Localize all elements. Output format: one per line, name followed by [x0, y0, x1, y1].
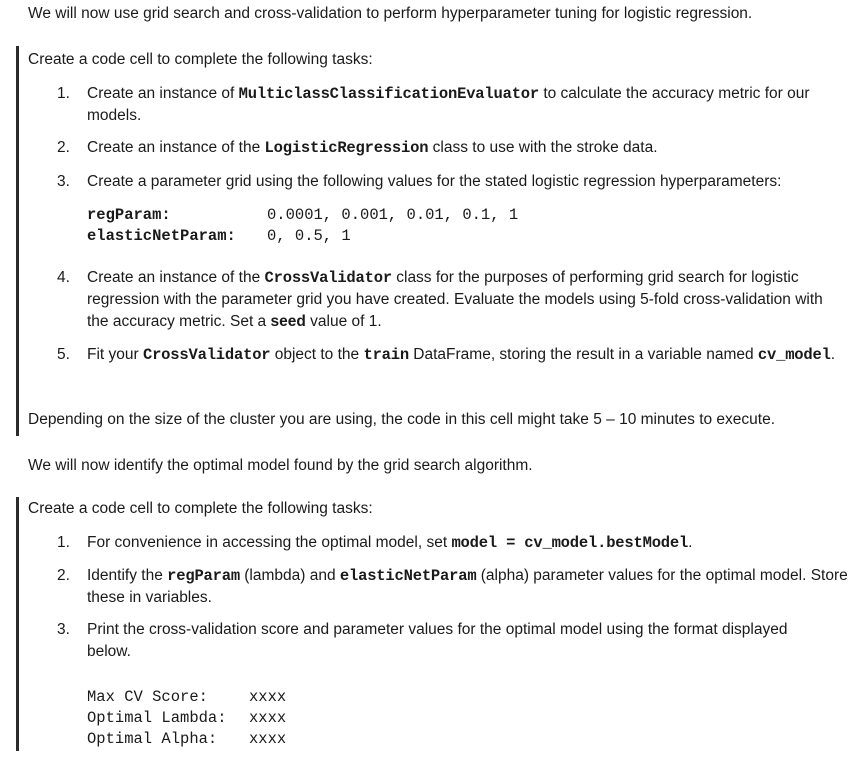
output-row: Optimal Lambda: xxxx	[87, 709, 287, 727]
task-intro: Create a code cell to complete the following tasks:	[28, 51, 373, 68]
task-item-2: 2. Create an instance of the LogisticRegression class to use with the stroke data.	[57, 139, 658, 157]
task-item-1: 1. For convenience in accessing the optimal model, set model = cv_model.bestModel.	[57, 534, 693, 552]
task-number: 5.	[57, 346, 70, 363]
task-number: 1.	[57, 534, 70, 551]
task-number: 3.	[57, 173, 70, 190]
task-number: 3.	[57, 621, 70, 638]
task-list	[28, 532, 856, 750]
task-number: 2.	[57, 567, 70, 584]
task-number: 4.	[57, 269, 70, 286]
output-row: Max CV Score: xxxx	[87, 688, 287, 706]
code-multiclass-evaluator: MulticlassClassificationEvaluator	[238, 85, 540, 103]
task-item-5: 5. Fit your CrossValidator object to the train DataFrame, storing the result in a variable named cv_model.	[57, 346, 836, 364]
task-number: 1.	[57, 85, 70, 102]
task-item-2: 2. Identify the regParam (lambda) and elasticNetParam (alpha) parameter values for the optimal model. Store these in variables.	[57, 567, 848, 606]
task-item-4: 4. Create an instance of the CrossValidator class for the purposes of performing grid search for logistic regression with the parameter grid you have created. Evaluate the models using 5-fold cross-validation with the accuracy metric. Set a seed value of 1.	[57, 269, 823, 330]
param-row: elasticNetParam: 0, 0.5, 1	[87, 227, 351, 245]
code-cross-validator: CrossValidator	[264, 269, 392, 287]
output-format	[87, 687, 827, 750]
task-number: 2.	[57, 139, 70, 156]
param-grid-values	[87, 205, 856, 247]
output-row: Optimal Alpha: xxxx	[87, 730, 287, 748]
task-block-1	[16, 46, 856, 436]
intro-paragraph: We will now use grid search and cross-validation to perform hyperparameter tuning for logistic regression.	[28, 5, 753, 22]
task-item-3: 3. Print the cross-validation score and parameter values for the optimal model using the format displayed below. Max CV Score: xxxx Optimal Lambda: xxxx Optimal Alpha: xxxx	[28, 619, 827, 750]
task-intro: Create a code cell to complete the following tasks:	[28, 500, 373, 517]
code-logistic-regression: LogisticRegression	[264, 139, 429, 157]
optimal-model-paragraph: We will now identify the optimal model found by the grid search algorithm.	[28, 457, 533, 474]
runtime-note: Depending on the size of the cluster you are using, the code in this cell might take 5 – 10 minutes to execute.	[28, 411, 776, 428]
task-list	[28, 83, 856, 366]
task-block-2	[16, 497, 856, 751]
task-item-1: 1. Create an instance of MulticlassClassificationEvaluator to calculate the accuracy metric for our models.	[57, 85, 810, 124]
task-item-3: 3. Create a parameter grid using the following values for the stated logistic regression hyperparameters: regParam: 0.0001, 0.001, 0.01, 0.1, 1 elasticNetParam: 0, 0.5, 1	[28, 171, 856, 247]
param-row: regParam: 0.0001, 0.001, 0.01, 0.1, 1	[87, 206, 519, 224]
